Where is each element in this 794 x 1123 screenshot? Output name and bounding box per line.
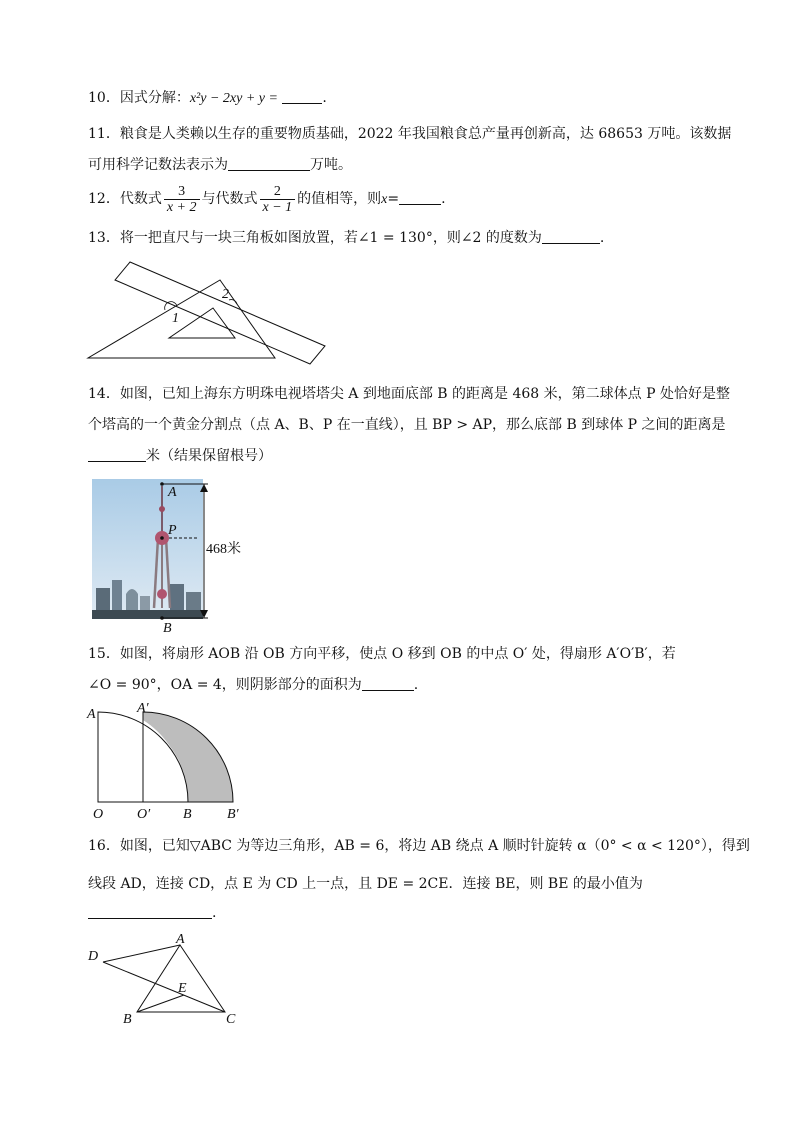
q15-line1: 如图，将扇形 AOB 沿 OB 方向平移，使点 O 移到 OB 的中点 O′ 处，得扇形 A′O′B′，若 (119, 646, 676, 662)
q12-f2-numerator: 2 (260, 184, 296, 200)
q16-line2: 线段 AD，连接 CD，点 E 为 CD 上一点，且 DE = 2CE．连接 BE，则 BE 的最小值为 (88, 876, 643, 892)
q14-line2: 个塔高的一个黄金分割点（点 A、B、P 在一直线），且 BP > AP，那么底部 B 到球体 P 之间的距离是 (88, 417, 726, 433)
q16-figure (85, 930, 245, 1030)
q16-label-E: E (178, 981, 187, 996)
q12-t3: 的值相等，则 (297, 191, 382, 207)
question-11-line2 (88, 155, 352, 175)
q13-answer-blank[interactable] (542, 229, 600, 244)
q16-end: . (212, 905, 217, 921)
q13-end: . (599, 230, 605, 246)
q11-line2a: 可用科学记数法表示为 (88, 157, 228, 173)
q13-figure (85, 258, 330, 368)
q12-end: . (441, 191, 446, 207)
q14-label-B: B (163, 621, 172, 636)
question-16-line2 (88, 874, 643, 894)
q16-label-B: B (123, 1012, 132, 1027)
q13-ruler (115, 262, 325, 364)
q14-line3: 米（结果保留根号） (146, 448, 272, 464)
q16-answer-blank[interactable] (88, 904, 212, 919)
q12-t1: 代数式 (119, 191, 162, 207)
q16-label-D: D (88, 949, 99, 964)
q16-label-A: A (176, 932, 185, 947)
q15-label-B2: B′ (227, 807, 239, 822)
q14-label-A: A (168, 485, 177, 500)
question-15-line2 (88, 675, 418, 695)
q13-number: 13． (88, 230, 120, 246)
q15-label-A: A (87, 707, 96, 722)
q16-number: 16． (88, 838, 120, 854)
question-11-line1 (88, 124, 731, 144)
q15-label-O: O (93, 807, 104, 822)
q16-segment-AD (103, 945, 180, 962)
q15-label-O2: O′ (137, 807, 151, 822)
q15-figure (85, 700, 250, 822)
q15-number: 15． (88, 646, 120, 662)
q12-f2-denominator: x − 1 (262, 199, 293, 215)
q15-label-A2: A′ (137, 701, 149, 716)
question-10 (88, 88, 327, 109)
question-13 (88, 228, 604, 248)
q14-line1: 如图，已知上海东方明珠电视塔塔尖 A 到地面底部 B 的距离是 468 米，第二球体点 P 处恰好是整 (119, 386, 730, 402)
q16-line1: 如图，已知▽ABC 为等边三角形，AB = 6，将边 AB 绕点 A 顺时针旋转 α（0° < α < 120°），得到 (119, 838, 750, 854)
q13-triangle-outer (88, 280, 275, 358)
q13-label-1: 1 (172, 311, 179, 326)
q16-label-C: C (226, 1012, 236, 1027)
q12-answer-blank[interactable] (399, 190, 441, 205)
question-14-line2 (88, 415, 726, 435)
q16-triangle-ABC (137, 945, 225, 1012)
q12-f1-denominator: x + 2 (166, 199, 197, 215)
q10-text: 因式分解： (119, 90, 190, 106)
q13-label-2: 2 (222, 287, 229, 302)
q12-fraction-1 (164, 184, 200, 215)
question-12 (88, 181, 446, 218)
q14-number: 14． (88, 386, 120, 402)
q12-fraction-2 (260, 184, 296, 215)
q13-angle2-arc (229, 300, 237, 304)
question-14-line3 (88, 446, 272, 466)
q15-label-B: B (183, 807, 192, 822)
q11-line1: 粮食是人类赖以生存的重要物质基础，2022 年我国粮食总产量再创新高，达 68653 万吨。该数据 (119, 126, 732, 142)
question-15-line1 (88, 644, 676, 664)
q16-segment-BE (137, 995, 184, 1012)
q15-answer-blank[interactable] (362, 676, 414, 691)
q12-f1-numerator: 3 (164, 184, 200, 200)
q14-figure (92, 476, 252, 634)
q12-eq: = (387, 191, 400, 207)
q10-end: . (322, 90, 327, 106)
q15-shaded-region (143, 712, 233, 802)
q14-height-label: 468米 (206, 542, 241, 557)
q11-answer-blank[interactable] (228, 156, 310, 171)
q12-number: 12． (88, 191, 120, 207)
q10-expression: x²y − 2xy + y = (189, 91, 278, 106)
q15-line2: ∠O = 90°，OA = 4，则阴影部分的面积为 (88, 677, 362, 693)
q14-answer-blank[interactable] (88, 447, 146, 462)
q12-variable: x (381, 192, 388, 207)
q13-text: 将一把直尺与一块三角板如图放置，若∠1 = 130°，则∠2 的度数为 (119, 230, 542, 246)
q12-t2: 与代数式 (201, 191, 258, 207)
question-16-line1 (88, 836, 750, 856)
question-14-line1 (88, 384, 730, 404)
q11-line2b: 万吨。 (310, 157, 352, 173)
q14-label-P: P (168, 523, 177, 538)
q10-number: 10． (88, 90, 120, 106)
q11-number: 11． (88, 126, 120, 142)
q10-answer-blank[interactable] (282, 89, 322, 104)
q15-end: . (413, 677, 419, 693)
question-16-line3 (88, 903, 216, 923)
